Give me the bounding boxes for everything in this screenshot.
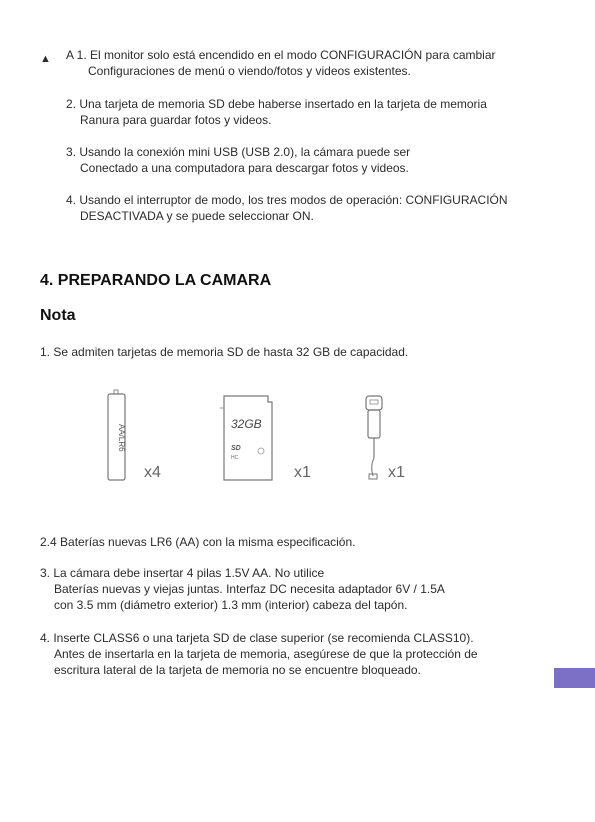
intro-item-1 (66, 47, 496, 79)
note-1: 1. Se admiten tarjetas de memoria SD de hasta 32 GB de capacidad. (40, 345, 409, 359)
intro-item-4-line-2: DESACTIVADA y se puede seleccionar ON. (80, 209, 314, 223)
intro-item-4 (66, 192, 508, 224)
intro-item-1-line-2: Configuraciones de menú o viendo/fotos y videos existentes. (88, 64, 411, 78)
note-3-line-1: 3. La cámara debe insertar 4 pilas 1.5V AA. No utilice (40, 566, 325, 580)
intro-item-3-line-1: 3. Usando la conexión mini USB (USB 2.0), la cámara puede ser (66, 145, 411, 159)
note-4-line-2: Antes de insertarla en la tarjeta de memoria, asegúrese de que la protección de (54, 647, 478, 661)
intro-item-2 (66, 96, 487, 128)
intro-item-3 (66, 144, 410, 176)
intro-item-2-line-1: 2. Una tarjeta de memoria SD debe haberse insertado en la tarjeta de memoria (66, 97, 487, 111)
intro-item-2-line-2: Ranura para guardar fotos y videos. (80, 113, 272, 127)
intro-item-4-line-1: 4. Usando el interruptor de modo, los tres modos de operación: CONFIGURACIÓN (66, 193, 508, 207)
sd-card-icon (220, 396, 272, 480)
sd-capacity-label: 32GB (231, 417, 262, 431)
sd-sublogo: HC (231, 455, 239, 461)
aa-battery-icon (108, 390, 126, 480)
intro-item-1-line-1: A 1. El monitor solo está encendido en el modo CONFIGURACIÓN para cambiar (66, 48, 496, 62)
note-3-line-2: Baterías nuevas y viejas juntas. Interfaz DC necesita adaptador 6V / 1.5A (54, 582, 445, 596)
page-side-tab (554, 668, 595, 688)
note-3-line-3: con 3.5 mm (diámetro exterior) 1.3 mm (interior) cabeza del tapón. (54, 598, 408, 612)
note-4-line-3: escritura lateral de la tarjeta de memoria no se encuentre bloqueado. (54, 663, 421, 677)
package-contents-illustration (100, 388, 430, 488)
note-title: Nota (40, 307, 76, 324)
note-4 (40, 630, 478, 678)
sd-card-quantity: x1 (294, 464, 311, 481)
note-3 (40, 565, 445, 613)
sd-logo: SD (231, 445, 241, 452)
usb-cable-icon (366, 396, 382, 479)
note-2: 2.4 Baterías nuevas LR6 (AA) con la misma especificación. (40, 535, 356, 549)
section-title: 4. PREPARANDO LA CAMARA (40, 272, 272, 289)
battery-label: AA/LR6 (117, 424, 126, 452)
intro-item-3-line-2: Conectado a una computadora para descargar fotos y videos. (80, 161, 409, 175)
battery-quantity: x4 (144, 464, 161, 481)
usb-cable-quantity: x1 (388, 464, 405, 481)
warning-triangle-icon: ▲ (40, 53, 51, 65)
note-4-line-1: 4. Inserte CLASS6 o una tarjeta SD de clase superior (se recomienda CLASS10). (40, 631, 474, 645)
